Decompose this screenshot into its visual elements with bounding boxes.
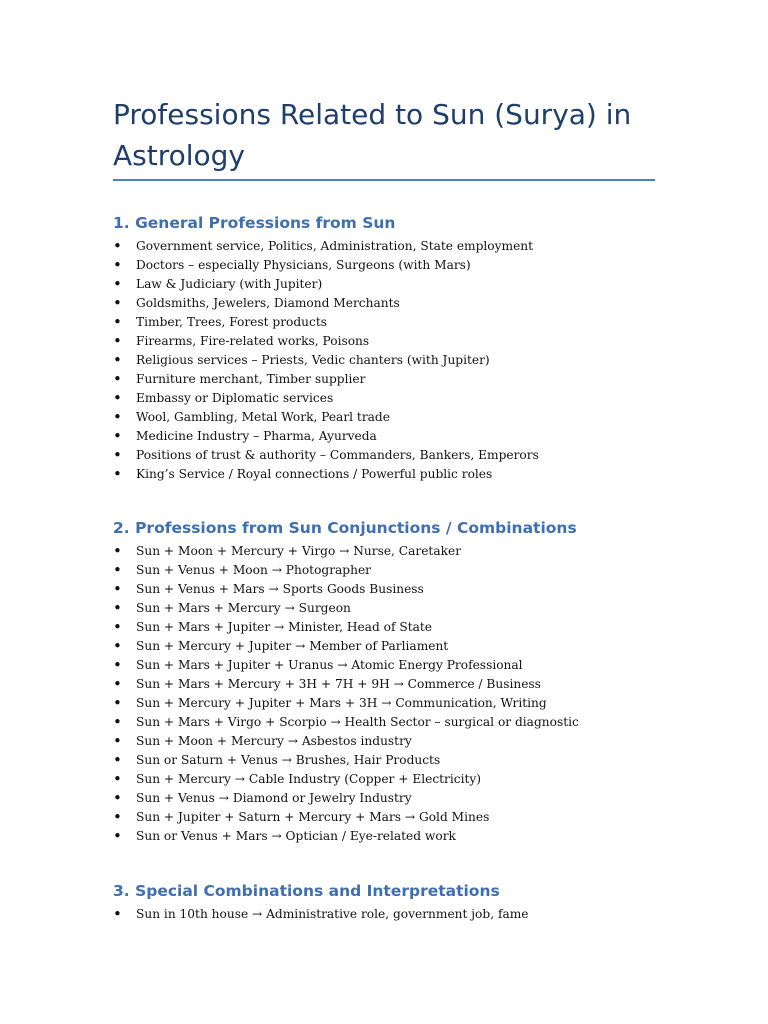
list-item: • King’s Service / Royal connections / Powerful public roles [113, 465, 713, 484]
section-heading: 1. General Professions from Sun [113, 214, 396, 232]
list-item: • Goldsmiths, Jewelers, Diamond Merchants [113, 294, 713, 313]
list-item: • Law & Judiciary (with Jupiter) [113, 275, 713, 294]
list-item: • Embassy or Diplomatic services [113, 389, 713, 408]
list-item: • Religious services – Priests, Vedic chanters (with Jupiter) [113, 351, 713, 370]
list-item: • Sun + Moon + Mercury + Virgo → Nurse, Caretaker [113, 542, 713, 561]
list-item: • Sun or Saturn + Venus → Brushes, Hair Products [113, 751, 713, 770]
list-item: • Sun + Mercury + Jupiter + Mars + 3H → Communication, Writing [113, 694, 713, 713]
section-general-professions [113, 213, 713, 484]
list-item: • Positions of trust & authority – Commanders, Bankers, Emperors [113, 446, 713, 465]
list-item: • Sun + Mars + Mercury → Surgeon [113, 599, 713, 618]
title-underline [113, 179, 655, 181]
list-item: • Sun + Mars + Virgo + Scorpio → Health Sector – surgical or diagnostic [113, 713, 713, 732]
bullet-list [113, 905, 713, 924]
section-heading: 2. Professions from Sun Conjunctions / Combinations [113, 519, 577, 537]
list-item: • Sun + Mars + Jupiter → Minister, Head of State [113, 618, 713, 637]
list-item: • Sun + Venus + Mars → Sports Goods Business [113, 580, 713, 599]
list-item: • Sun or Venus + Mars → Optician / Eye-related work [113, 827, 713, 846]
section-heading: 3. Special Combinations and Interpretations [113, 882, 500, 900]
list-item: • Sun + Jupiter + Saturn + Mercury + Mars → Gold Mines [113, 808, 713, 827]
list-item: • Firearms, Fire-related works, Poisons [113, 332, 713, 351]
list-item: • Medicine Industry – Pharma, Ayurveda [113, 427, 713, 446]
list-item: • Sun in 10th house → Administrative role, government job, fame [113, 905, 713, 924]
list-item: • Timber, Trees, Forest products [113, 313, 713, 332]
list-item: • Sun + Mercury → Cable Industry (Copper + Electricity) [113, 770, 713, 789]
list-item: • Doctors – especially Physicians, Surgeons (with Mars) [113, 256, 713, 275]
list-item: • Sun + Mercury + Jupiter → Member of Parliament [113, 637, 713, 656]
list-item: • Furniture merchant, Timber supplier [113, 370, 713, 389]
list-item: • Sun + Moon + Mercury → Asbestos industry [113, 732, 713, 751]
list-item: • Government service, Politics, Administration, State employment [113, 237, 713, 256]
list-item: • Sun + Mars + Mercury + 3H + 7H + 9H → Commerce / Business [113, 675, 713, 694]
list-item: • Wool, Gambling, Metal Work, Pearl trade [113, 408, 713, 427]
list-item: • Sun + Venus → Diamond or Jewelry Industry [113, 789, 713, 808]
bullet-list [113, 237, 713, 484]
section-special-combinations [113, 881, 713, 924]
section-conjunctions [113, 518, 713, 846]
bullet-list [113, 542, 713, 846]
list-item: • Sun + Venus + Moon → Photographer [113, 561, 713, 580]
page-title: Professions Related to Sun (Surya) in Astrology [113, 98, 632, 172]
list-item: • Sun + Mars + Jupiter + Uranus → Atomic Energy Professional [113, 656, 713, 675]
